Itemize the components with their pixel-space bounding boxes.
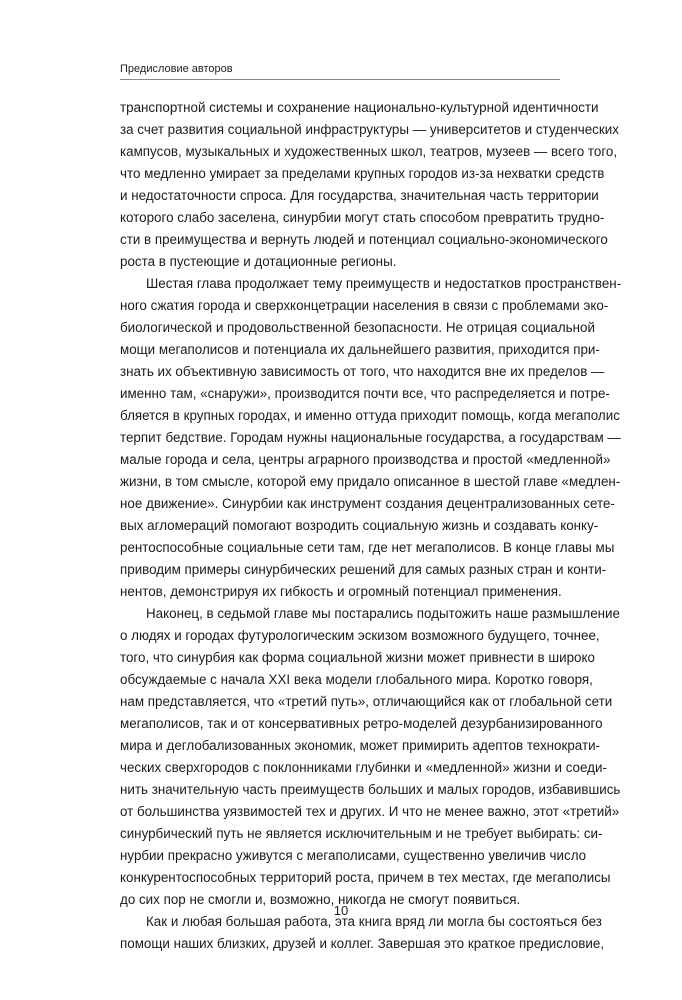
text-line: Как и любая большая работа, эта книга вряд ли могла бы состояться без [146,914,602,929]
text-line: конкурентоспособных территорий роста, причем в тех местах, где мегаполисы [120,870,611,885]
text-line: синурбический путь не является исключительным и не требует выбирать: си- [120,826,603,841]
text-line: что медленно умирает за пределами крупных городов из-за нехватки средств [120,166,605,181]
text-line: ного сжатия города и сверхконцетрации населения в связи с проблемами эко- [120,298,609,313]
text-line: нам представляется, что «третий путь», отличающийся как от глобальной сети [120,694,613,709]
text-line: обсуждаемые с начала XXI века модели глобального мира. Коротко говоря, [120,672,593,687]
text-line: кампусов, музыкальных и художественных школ, театров, музеев — всего того, [120,144,618,159]
page-number: 10 [333,903,349,918]
text-line: малые города и села, центры аграрного производства и простой «медленной» [120,452,611,467]
text-line: знать их объективную зависимость от того, что находится вне их пределов — [120,364,605,379]
text-line: которого слабо заселена, синурбии могут стать способом превратить трудно- [120,210,605,225]
text-line: и недостаточности спроса. Для государства, значительная часть территории [120,188,599,203]
text-line: нурбии прекрасно уживутся с мегаполисами, существенно увеличив число [120,848,587,863]
text-line: от большинства уязвимостей тех и других. И что не менее важно, этот «третий» [120,804,620,819]
text-line: вых агломераций помогают возродить социальную жизнь и создавать конку- [120,518,599,533]
text-line: Шестая глава продолжает тему преимуществ и недостатков пространствен- [146,276,622,291]
paragraph [120,97,619,273]
text-line: помощи наших близких, друзей и коллег. Завершая это краткое предисловие, [120,936,605,951]
text-line: нить значительную часть преимуществ больших и малых городов, избавившись [120,782,621,797]
text-line: жизни, в том смысле, которой ему придало описанное в шестой главе «медлен- [120,474,621,489]
text-line: ное движение». Синурбии как инструмент создания децентрализованных сете- [120,496,615,511]
text-line: ческих сверхгородов с поклонниками глубинки и «медленной» жизни и соеди- [120,760,607,775]
body-text [120,97,622,955]
running-header: Предисловие авторов [120,63,233,75]
text-line: мощи мегаполисов и потенциала их дальнейшего развития, приходится при- [120,342,600,357]
text-line: нентов, демонстрируя их гибкость и огромный потенциал применения. [120,584,562,599]
text-line: транспортной системы и сохранение национально-культурной идентичности [120,100,599,115]
text-line: о людях и городах футурологическим эскизом возможного будущего, точнее, [120,628,600,643]
text-line: рентоспособные социальные сети там, где нет мегаполисов. В конце главы мы [120,540,615,555]
text-line: Наконец, в седьмой главе мы постарались подытожить наше размышление [146,606,620,621]
text-line: мира и деглобализованных экономик, может примирить адептов технократи- [120,738,601,753]
text-line: сти в преимущества и вернуть людей и потенциал социально-экономического [120,232,608,247]
text-line: именно там, «снаружи», производится почти все, что распределяется и потре- [120,386,610,401]
text-line: терпит бедствие. Городам нужны национальные государства, а государствам — [120,430,621,445]
paragraph [120,603,621,911]
text-line: до сих пор не смогли и, возможно, никогда не смогут появиться. [120,892,521,907]
text-line: приводим примеры синурбических решений для самых разных стран и конти- [120,562,607,577]
text-line: за счет развития социальной инфраструктуры — университетов и студенческих [120,122,619,137]
text-line: того, что синурбия как форма социальной жизни может привнести в широко [120,650,595,665]
paragraph [120,273,622,603]
text-line: бляется в крупных городах, и именно оттуда приходит помощь, когда мегаполис [120,408,620,423]
text-line: роста в пустеющие и дотационные регионы. [120,254,397,269]
text-line: мегаполисов, так и от консервативных ретро-моделей дезурбанизированного [120,716,603,731]
header-divider [120,79,560,80]
text-line: биологической и продовольственной безопасности. Не отрицая социальной [120,320,595,335]
